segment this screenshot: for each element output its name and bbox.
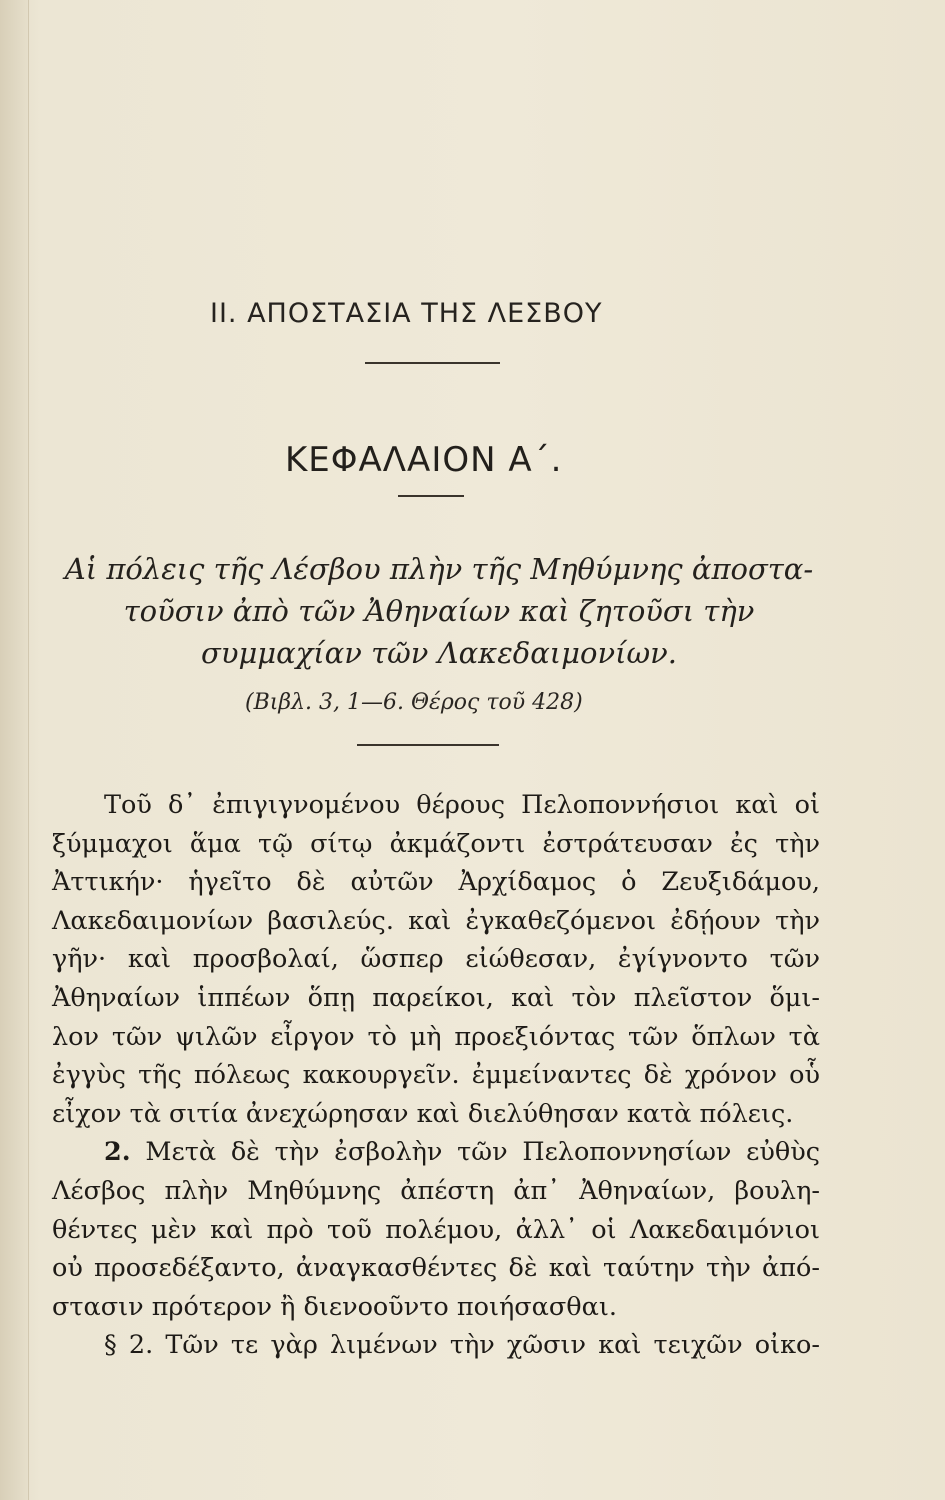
summary-line: τοῦσιν ἀπὸ τῶν Ἀθηναίων καὶ ζητοῦσι τὴν [123,594,755,628]
text-line [52,1326,820,1365]
text-line: ξύμμαχοι ἅμα τῷ σίτῳ ἀκμάζοντι ἐστράτευσαν ἐς τὴν [52,828,820,859]
text-line [52,1133,820,1172]
text-line: Ἀττικήν· ἡγεῖτο δὲ αὐτῶν Ἀρχίδαμος ὁ Ζευξιδάμου, [52,867,820,898]
divider-rule [398,495,464,497]
text-line: Τοῦ δ᾽ ἐπιγιγνομένου θέρους Πελοποννήσιοι καὶ οἱ [104,790,820,820]
page-gutter [0,0,29,1500]
main-text [52,786,820,1365]
text-line: εἶχον τὰ σιτία ἀνεχώρησαν καὶ διελύθησαν κατὰ πόλεις. [52,1098,794,1129]
text-line-content: Τῶν τε γὰρ λιμένων τὴν χῶσιν καὶ τειχῶν οἰκο- [165,1330,821,1361]
text-line: στασιν πρότερον ἢ διενοοῦντο ποιήσασθαι. [52,1291,617,1322]
source-reference: (Βιβλ. 3, 1—6. Θέρος τοῦ 428) [245,690,583,715]
text-line: οὐ προσεδέξαντο, ἀναγκασθέντες δὲ καὶ ταύτην τὴν ἀπό- [52,1253,820,1284]
section-number: 2. [104,1137,131,1168]
paragraph-number: § 2. [104,1330,154,1361]
summary-line: Αἱ πόλεις τῆς Λέσβου πλὴν τῆς Μηθύμνης ἀποστα- [64,552,814,586]
divider-rule [357,744,499,746]
summary-line: συμμαχίαν τῶν Λακεδαιμονίων. [201,636,677,670]
text-line: Ἀθηναίων ἱππέων ὅπῃ παρείκοι, καὶ τὸν πλεῖστον ὅμι- [52,982,820,1013]
chapter-title: ΚΕΦΑΛΑΙΟΝ Α΄. [285,440,563,480]
part-title: II. ΑΠΟΣΤΑΣΙΑ ΤΗΣ ΛΕΣΒΟΥ [210,298,603,329]
text-line: γῆν· καὶ προσβολαί, ὥσπερ εἰώθεσαν, ἐγίγνοντο τῶν [52,944,820,975]
text-line: Λέσβος πλὴν Μηθύμνης ἀπέστη ἀπ᾽ Ἀθηναίων, βουλη- [52,1175,820,1206]
text-line: θέντες μὲν καὶ πρὸ τοῦ πολέμου, ἀλλ᾽ οἱ Λακεδαιμόνιοι [52,1214,820,1245]
text-line-content: Μετὰ δὲ τὴν ἐσβολὴν τῶν Πελοποννησίων εὐθὺς [145,1137,821,1168]
text-line: Λακεδαιμονίων βασιλεύς. καὶ ἐγκαθεζόμενοι ἐδῄουν τὴν [52,905,820,936]
text-line: ἐγγὺς τῆς πόλεως κακουργεῖν. ἐμμείναντες δὲ χρόνον οὗ [52,1060,820,1091]
divider-rule [365,362,500,364]
chapter-summary [58,548,820,674]
text-line: λον τῶν ψιλῶν εἶργον τὸ μὴ προεξιόντας τῶν ὅπλων τὰ [52,1021,820,1052]
